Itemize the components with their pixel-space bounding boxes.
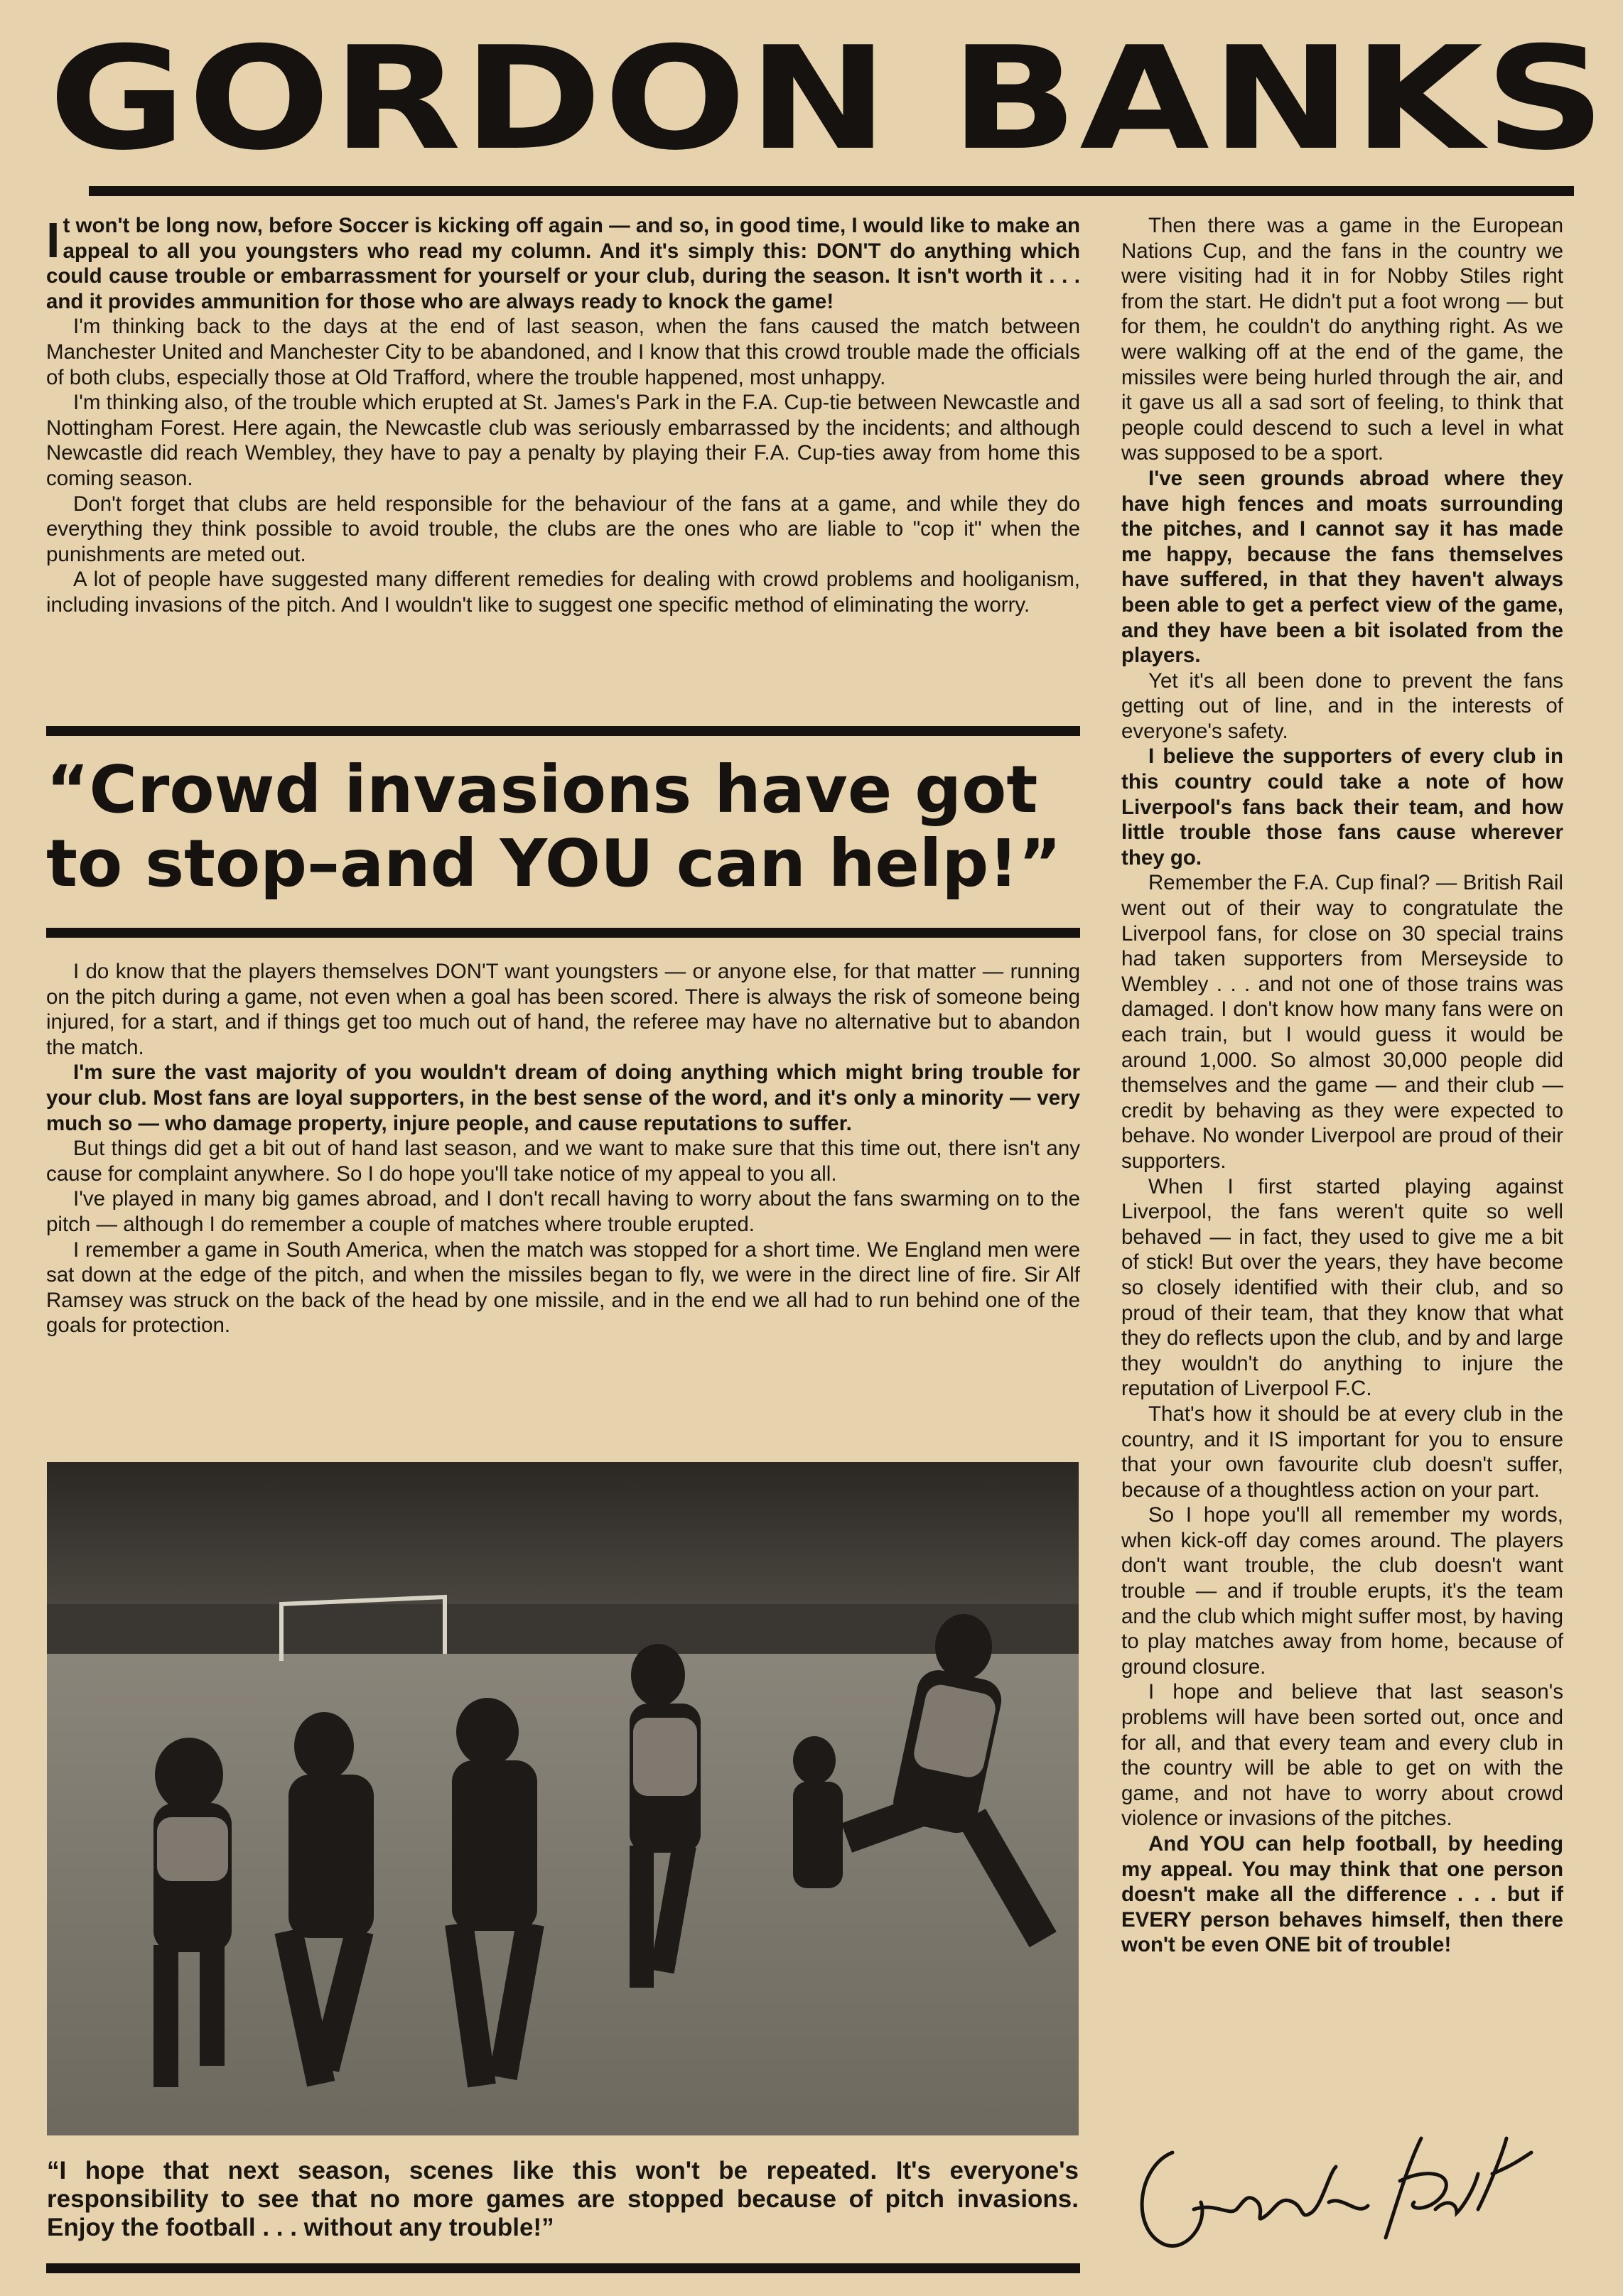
- caption-bottom-rule: [46, 2263, 1080, 2273]
- body-paragraph: I hope and believe that last season's problems will have been sorted out, once and for all, and that every team and every club in the country will be able to get on with the game, and not have to worry about crowd violence or invasions of the pitches.: [1121, 1680, 1563, 1831]
- body-paragraph-bold: I believe the supporters of every club in this country could take a note of how Liverpool's fans back their team, and how little trouble those fans cause wherever they go.: [1121, 744, 1563, 870]
- drop-cap: I: [46, 212, 60, 268]
- body-paragraph-bold: I've seen grounds abroad where they have high fences and moats surrounding the pitches, and I cannot say it has made me happy, because the fans themselves have suffered, in that they haven't always been able to get a perfect view of the game, and they have been a bit isolated from the players.: [1121, 466, 1563, 668]
- body-paragraph: So I hope you'll all remember my words, when kick-off day comes around. The players don't want trouble, the club doesn't want trouble — and if trouble erupts, it's the team and the club which might suffer most, by having to play matches away from home, because of ground closure.: [1121, 1503, 1563, 1679]
- headline-line: to stop–and YOU can help!”: [46, 825, 1062, 901]
- intro-paragraph: I'm thinking back to the days at the end of last season, when the fans caused the match between Manchester United and Manchester City to be abandoned, and I know that this crowd trouble made the officials of both clubs, especially those at Old Trafford, where the trouble happened, most unhappy.: [46, 315, 1080, 389]
- intro-paragraph: Don't forget that clubs are held responsible for the behaviour of the fans at a game, and while they do everything they think possible to avoid trouble, the clubs are the ones who are liable to "cop it" when the punishments are meted out.: [46, 492, 1080, 566]
- body-paragraph: I've played in many big games abroad, and I don't recall having to worry about the fans swarming on to the pitch — although I do remember a couple of matches where trouble erupted.: [46, 1187, 1080, 1236]
- body-paragraph-bold: I'm sure the vast majority of you wouldn't dream of doing anything which might bring trouble for your club. Most fans are loyal supporters, in the best sense of the word, and it's only a minority — very much so — who damage property, injure people, and cause reputations to suffer.: [46, 1061, 1080, 1135]
- body-paragraph: That's how it should be at every club in the country, and it IS important for you to ensure that your own favourite club doesn't suffer, because of a thoughtless action on your part.: [1121, 1402, 1563, 1502]
- left-body: [46, 959, 1080, 1338]
- photo-illustration: [47, 1462, 1079, 2135]
- body-paragraph-bold: And YOU can help football, by heeding my appeal. You may think that one person doesn't make all the difference . . . but if EVERY person behaves himself, then there won't be even ONE bit of trouble!: [1121, 1832, 1563, 1957]
- headline-line: “Crowd invasions have got: [46, 752, 1038, 828]
- body-paragraph: But things did get a bit out of hand last season, and we want to make sure that this time out, there isn't any cause for complaint anywhere. So I do hope you'll take notice of my appeal to you all.: [46, 1137, 1080, 1186]
- body-paragraph: When I first started playing against Liverpool, the fans weren't quite so well behaved — in fact, they used to give me a bit of stick! But over the years, they have become so closely identified with their club, and so proud of their team, that they know that what they do reflects upon the club, and by and large they wouldn't do anything to injure the reputation of Liverpool F.C.: [1121, 1174, 1563, 1401]
- intro-lead-text: t won't be long now, before Soccer is kicking off again — and so, in good time, I would like to make an appeal to all you youngsters who read my column. And it's simply this: DON'T do anything which could cause trouble or embarrassment for yourself or your club, during the season. It isn't worth it . . . and it provides ammunition for those who are always ready to knock the game!: [46, 214, 1080, 313]
- intro-paragraph: A lot of people have suggested many different remedies for dealing with crowd problems and hooliganism, including invasions of the pitch. And I wouldn't like to suggest one specific method of eliminating the worry.: [46, 568, 1080, 617]
- body-paragraph: Remember the F.A. Cup final? — British Rail went out of their way to congratulate the Liverpool fans, for close on 30 special trains had taken supporters from Merseyside to Wembley . . . and not one of those trains was damaged. I don't know how many fans were on each train, but I would guess it would be around 1,000. So almost 30,000 people did themselves and the game — and their club — credit by behaving as they were expected to behave. No wonder Liverpool are proud of their supporters.: [1121, 871, 1563, 1173]
- pull-quote-headline: [46, 753, 1091, 901]
- intro-paragraph: I'm thinking also, of the trouble which erupted at St. James's Park in the F.A. Cup-tie between Newcastle and Nottingham Forest. Here again, the Newcastle club was seriously embarrassed by the incidents; and although Newcastle did reach Wembley, they have to pay a penalty by playing their F.A. Cup-ties away from home this coming season.: [46, 391, 1080, 490]
- headline-top-rule: [46, 726, 1080, 736]
- gordon-banks-signature: [1123, 2124, 1563, 2266]
- body-paragraph: Yet it's all been done to prevent the fans getting out of line, and in the interests of everyone's safety.: [1121, 668, 1563, 743]
- right-column: [1121, 213, 1563, 1958]
- body-paragraph: Then there was a game in the European Nations Cup, and the fans in the country we were visiting had it in for Nobby Stiles right from the start. He didn't put a foot wrong — but for them, he couldn't do anything right. As we were walking off at the end of the game, the missiles were being hurled through the air, and it gave us all a sad sort of feeling, to think that people could descend to such a level in what was supposed to be a sport.: [1121, 214, 1563, 465]
- signature-scrawl: [1123, 2124, 1563, 2266]
- headline-bottom-rule: [46, 928, 1080, 938]
- masthead-rule: [89, 186, 1574, 196]
- terrace: [47, 1604, 1079, 1661]
- photo-caption: “I hope that next season, scenes like this won't be repeated. It's everyone's responsibility to see that no more games are stopped because of pitch invasions. Enjoy the football . . . without any trouble!”: [47, 2157, 1079, 2241]
- intro-section: [46, 213, 1080, 618]
- body-paragraph: I remember a game in South America, when the match was stopped for a short time. We England men were sat down at the edge of the pitch, and when the missiles began to fly, we were in the direct line of fire. Sir Alf Ramsey was struck on the back of the head by one missile, and in the end we all had to run behind one of the goals for protection.: [46, 1238, 1080, 1338]
- intro-lead: [46, 213, 1080, 314]
- pitch-invasion-photo: [47, 1462, 1079, 2135]
- body-paragraph: I do know that the players themselves DON'T want youngsters — or anyone else, for that matter — running on the pitch during a game, not even when a goal has been scored. There is always the risk of someone being injured, for a start, and if things get too much out of hand, the referee may have no alternative but to abandon the match.: [46, 960, 1080, 1059]
- masthead-title: GORDON BANKS: [48, 16, 1607, 182]
- stand-crowd: [47, 1462, 1079, 1618]
